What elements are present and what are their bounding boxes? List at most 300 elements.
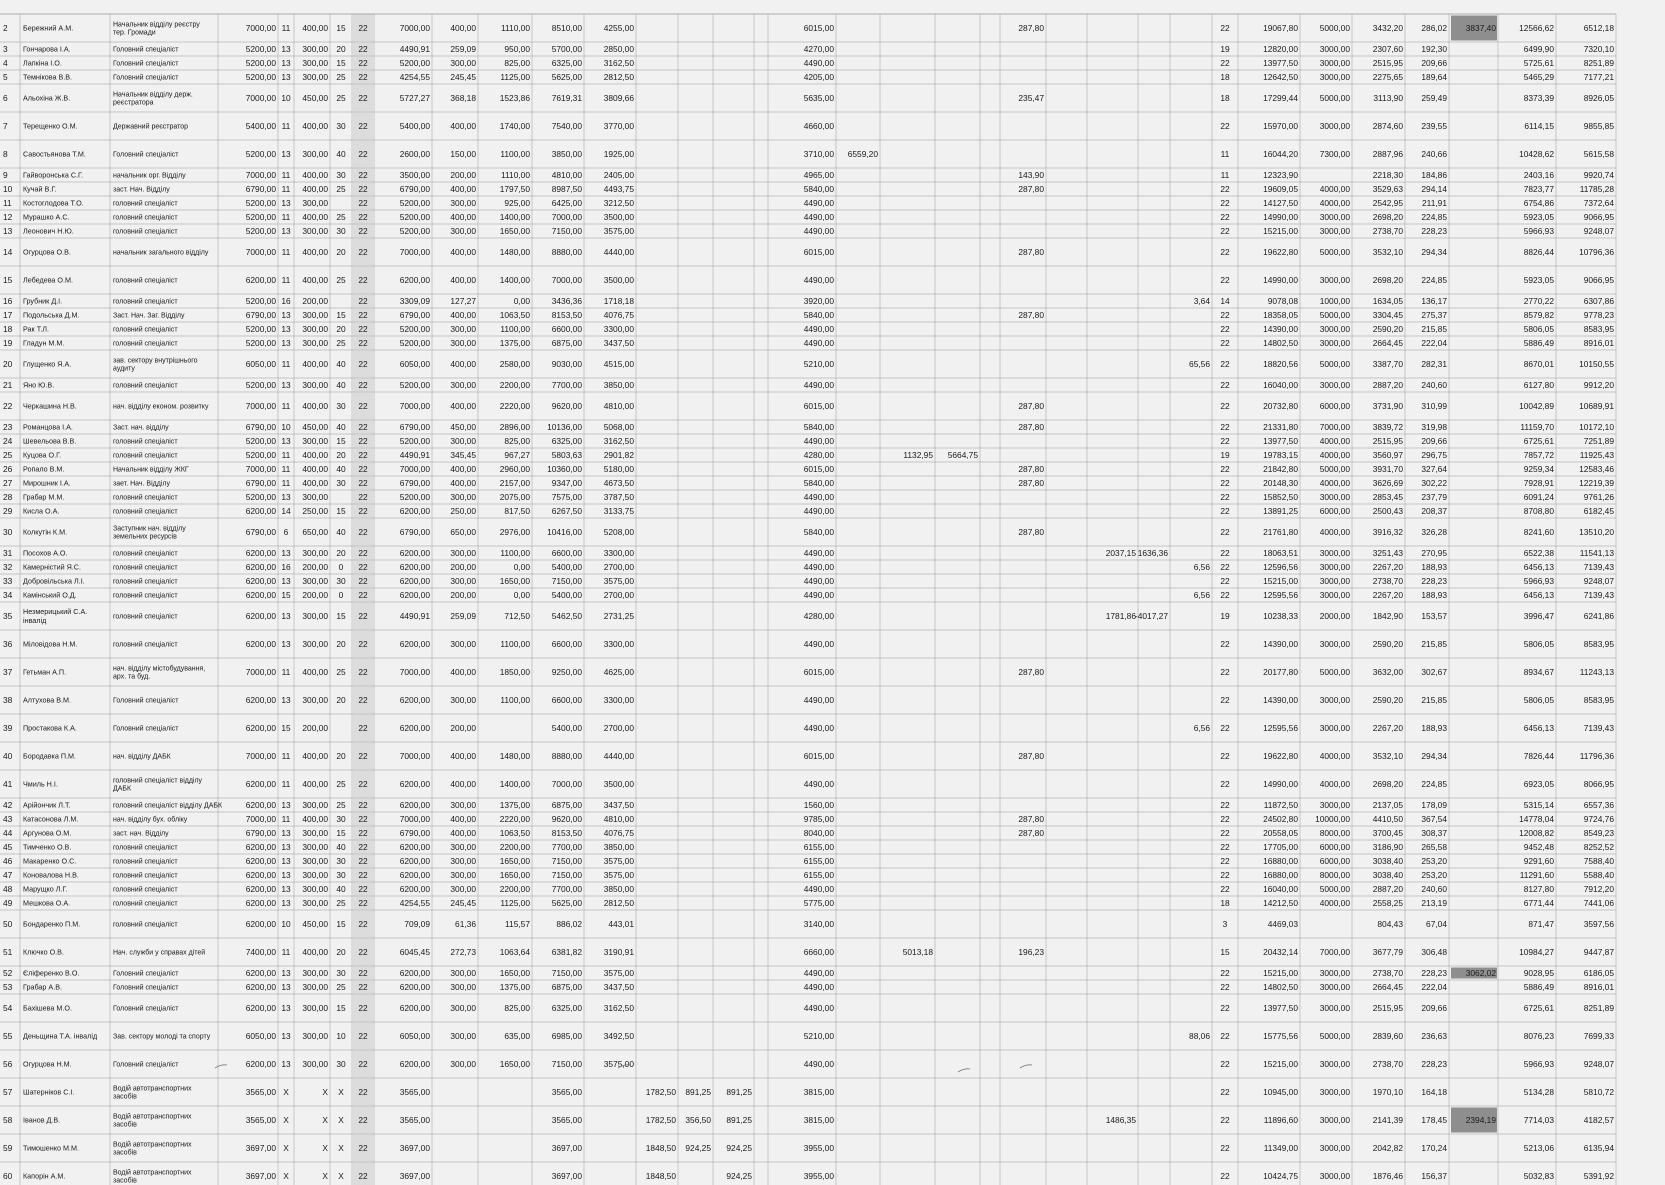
- cell-service-pct: 15: [336, 918, 346, 929]
- cell-vz: 156,37: [1421, 1170, 1447, 1181]
- cell-rank-pay: 300,00: [302, 57, 328, 68]
- cell-position: земельних ресурсів: [113, 533, 177, 541]
- cell-material-aid: 3575,00: [603, 1058, 634, 1069]
- cell-bonus: 9347,00: [551, 477, 582, 488]
- cell-salary-acc: 6200,00: [399, 561, 430, 572]
- cell-rank-acc: 200,00: [450, 589, 476, 600]
- cell-to-pay: 10150,55: [1579, 358, 1614, 369]
- cell-pdfo: 2267,20: [1372, 589, 1403, 600]
- cell-pdfo: 1876,46: [1372, 1170, 1403, 1181]
- cell-rank: 11: [281, 211, 291, 222]
- cell-service-pct: 15: [336, 309, 346, 320]
- cell-days-norm: 22: [358, 449, 368, 460]
- cell-days-worked: 22: [1220, 57, 1230, 68]
- cell-days-worked: 18: [1220, 897, 1230, 908]
- cell-days-worked: 22: [1220, 309, 1230, 320]
- cell-service-pct: 30: [336, 869, 346, 880]
- cell-bonus: 8510,00: [551, 22, 582, 33]
- cell-material-aid: 3850,00: [603, 379, 634, 390]
- cell-num: 39: [3, 722, 13, 733]
- cell-material-aid: 3809,66: [603, 92, 634, 103]
- cell-paid-net: 8826,44: [1523, 246, 1554, 257]
- cell-salary: 7000,00: [245, 750, 276, 761]
- cell-advance: 4000,00: [1319, 526, 1350, 537]
- cell-service-acc: 825,00: [504, 57, 530, 68]
- cell-service-acc: 1797,50: [499, 183, 530, 194]
- cell-salary: 6200,00: [245, 1058, 276, 1069]
- cell-days-norm: 22: [358, 841, 368, 852]
- cell-rank-pay: 300,00: [302, 610, 328, 621]
- cell-advance: 5000,00: [1319, 246, 1350, 257]
- cell-hz8: 287,80: [1018, 421, 1044, 432]
- cell-rank-pay: 400,00: [302, 463, 328, 474]
- cell-bonus: 9030,00: [551, 358, 582, 369]
- cell-hz10: 2037,15: [1105, 547, 1136, 558]
- cell-rank: 13: [281, 1030, 291, 1041]
- cell-rank-pay: 300,00: [302, 309, 328, 320]
- cell-hz8: 287,80: [1018, 750, 1044, 761]
- cell-rank-acc: 300,00: [450, 841, 476, 852]
- cell-salary-acc: 6790,00: [399, 183, 430, 194]
- cell-days-norm: 22: [358, 946, 368, 957]
- cell-rank: 13: [281, 981, 291, 992]
- cell-vacation: 4490,00: [803, 967, 834, 978]
- cell-position: засобів: [113, 1149, 137, 1157]
- cell-pdfo: 2307,60: [1372, 43, 1403, 54]
- cell-salary: 6200,00: [245, 547, 276, 558]
- cell-num: 55: [3, 1030, 13, 1041]
- cell-bonus: 6875,00: [551, 981, 582, 992]
- cell-to-pay: 4182,57: [1583, 1114, 1614, 1125]
- cell-days-worked: 22: [1220, 1058, 1230, 1069]
- cell-salary-acc: 6790,00: [399, 827, 430, 838]
- cell-vacation: 6015,00: [803, 666, 834, 677]
- cell-paid-net: 9259,34: [1523, 463, 1554, 474]
- cell-days-norm: 22: [358, 813, 368, 824]
- cell-salary: 7000,00: [245, 400, 276, 411]
- cell-days-worked: 22: [1220, 827, 1230, 838]
- cell-rank-acc: 300,00: [450, 967, 476, 978]
- cell-to-pay: 6307,86: [1583, 295, 1614, 306]
- cell-position: Заступник нач. відділу: [113, 525, 186, 533]
- cell-name: Камінський О.Д.: [23, 590, 77, 600]
- cell-rank: 11: [281, 358, 291, 369]
- cell-name: Огурцова Н.М.: [23, 1059, 72, 1069]
- cell-rank-acc: 400,00: [450, 183, 476, 194]
- cell-rank: 11: [281, 778, 291, 789]
- cell-days-norm: 22: [358, 1142, 368, 1153]
- cell-advance: 3000,00: [1319, 694, 1350, 705]
- cell-service-acc: 1650,00: [499, 869, 530, 880]
- cell-days-worked: 11: [1220, 148, 1230, 159]
- cell-salary: 5200,00: [245, 435, 276, 446]
- cell-days-norm: 22: [358, 981, 368, 992]
- cell-salary: 6200,00: [245, 505, 276, 516]
- cell-material-aid: 3212,50: [603, 197, 634, 208]
- cell-days-norm: 22: [358, 435, 368, 446]
- cell-to-pay: 11541,13: [1579, 547, 1614, 558]
- cell-salary-acc: 6200,00: [399, 547, 430, 558]
- cell-days-norm: 22: [358, 1114, 368, 1125]
- cell-to-pay: 8583,95: [1583, 694, 1614, 705]
- cell-to-pay: 5588,40: [1583, 869, 1614, 880]
- cell-hz6: 5664,75: [947, 449, 978, 460]
- cell-name: Гончарова І.А.: [23, 44, 71, 54]
- cell-vz: 136,17: [1421, 295, 1447, 306]
- cell-position: Водій автотранспортних: [113, 1113, 192, 1121]
- cell-paid-net: 6456,13: [1523, 561, 1554, 572]
- cell-rank: 13: [281, 883, 291, 894]
- cell-to-pay: 11243,13: [1579, 666, 1614, 677]
- cell-rank-pay: 400,00: [302, 120, 328, 131]
- cell-pdfo: 2839,60: [1372, 1030, 1403, 1041]
- cell-vacation: 5840,00: [803, 309, 834, 320]
- cell-days-norm: 22: [358, 666, 368, 677]
- cell-rank: 10: [281, 918, 291, 929]
- cell-days-worked: 22: [1220, 1170, 1230, 1181]
- cell-salary-acc: 6200,00: [399, 981, 430, 992]
- cell-advance: 3000,00: [1319, 337, 1350, 348]
- cell-vz: 253,20: [1421, 855, 1447, 866]
- cell-pdfo: 3432,20: [1372, 22, 1403, 33]
- cell-rank-pay: 300,00: [302, 1058, 328, 1069]
- cell-vacation: 4280,00: [803, 610, 834, 621]
- cell-rank-acc: 650,00: [450, 526, 476, 537]
- cell-salary: 6200,00: [245, 967, 276, 978]
- cell-salary: 5200,00: [245, 323, 276, 334]
- cell-pdfo: 2698,20: [1372, 274, 1403, 285]
- cell-vacation: 6015,00: [803, 22, 834, 33]
- cell-position: заст. Нач. Відділу: [113, 186, 170, 194]
- cell-total-acc: 24502,80: [1263, 813, 1298, 824]
- cell-bonus: 3436,36: [551, 295, 582, 306]
- cell-material-aid: 3162,50: [603, 435, 634, 446]
- cell-days-worked: 22: [1220, 1086, 1230, 1097]
- cell-salary: 6200,00: [245, 897, 276, 908]
- cell-vz: 215,85: [1421, 694, 1447, 705]
- cell-position: головний спеціаліст: [113, 200, 178, 208]
- cell-bonus: 7000,00: [551, 778, 582, 789]
- cell-paid-net: 8579,82: [1523, 309, 1554, 320]
- cell-num: 49: [3, 897, 13, 908]
- cell-paid-net: 5315,14: [1523, 799, 1554, 810]
- cell-name: Арійончик Л.Т.: [23, 800, 71, 810]
- cell-rank: 13: [281, 694, 291, 705]
- cell-service-pct: 15: [336, 1002, 346, 1013]
- cell-total-acc: 20558,05: [1263, 827, 1298, 838]
- cell-days-norm: 22: [358, 722, 368, 733]
- cell-service-pct: 20: [336, 946, 346, 957]
- cell-salary: 6200,00: [245, 981, 276, 992]
- cell-hz2: 924,25: [685, 1142, 711, 1153]
- cell-name: Ропало В.М.: [23, 464, 65, 474]
- cell-salary-acc: 3697,00: [399, 1142, 430, 1153]
- cell-advance: 3000,00: [1319, 1170, 1350, 1181]
- cell-to-pay: 9248,07: [1583, 1058, 1614, 1069]
- cell-to-pay: 11796,36: [1579, 750, 1614, 761]
- cell-material-aid: 4440,00: [603, 246, 634, 257]
- cell-vacation: 4490,00: [803, 575, 834, 586]
- cell-name: Грубник Д.І.: [23, 296, 63, 306]
- cell-paid-net: 8241,60: [1523, 526, 1554, 537]
- cell-days-worked: 15: [1220, 946, 1230, 957]
- cell-days-norm: 22: [358, 169, 368, 180]
- cell-salary-acc: 6200,00: [399, 505, 430, 516]
- cell-pdfo: 3839,72: [1372, 421, 1403, 432]
- cell-service-acc: 635,00: [504, 1030, 530, 1041]
- cell-paid-net: 12566,62: [1519, 22, 1554, 33]
- cell-rank: 15: [281, 589, 291, 600]
- cell-num: 17: [3, 309, 13, 320]
- cell-rank-acc: 300,00: [450, 575, 476, 586]
- cell-days-norm: 22: [358, 309, 368, 320]
- cell-rank-pay: 300,00: [302, 855, 328, 866]
- cell-salary-acc: 4490,91: [399, 449, 430, 460]
- cell-pdfo: 2887,20: [1372, 379, 1403, 390]
- cell-paid-net: 3996,47: [1523, 610, 1554, 621]
- cell-pdfo: 3113,90: [1373, 92, 1403, 103]
- cell-vacation: 6015,00: [803, 750, 834, 761]
- cell-position: нач. відділу економ. розвитку: [113, 403, 209, 411]
- cell-rank: 13: [281, 1002, 291, 1013]
- cell-material-aid: 5180,00: [603, 463, 634, 474]
- cell-total-acc: 19067,80: [1263, 22, 1298, 33]
- cell-vz: 224,85: [1421, 211, 1447, 222]
- cell-to-pay: 8926,05: [1583, 92, 1614, 103]
- cell-rank-acc: 300,00: [450, 337, 476, 348]
- cell-material-aid: 5208,00: [603, 526, 634, 537]
- cell-days-worked: 14: [1220, 295, 1230, 306]
- cell-num: 45: [3, 841, 13, 852]
- cell-service-acc: 817,50: [504, 505, 530, 516]
- cell-to-pay: 9920,74: [1583, 169, 1614, 180]
- cell-bonus: 9250,00: [551, 666, 582, 677]
- cell-rank-pay: 300,00: [302, 575, 328, 586]
- cell-hz12: 88,06: [1189, 1030, 1210, 1041]
- cell-rank-acc: 400,00: [450, 22, 476, 33]
- cell-vz: 209,66: [1421, 435, 1447, 446]
- cell-total-acc: 14390,00: [1263, 323, 1298, 334]
- cell-service-pct: 40: [336, 526, 346, 537]
- cell-service-acc: 0,00: [513, 561, 530, 572]
- cell-to-pay: 9248,07: [1583, 225, 1614, 236]
- cell-position: нач. відділу бух. обліку: [113, 816, 188, 824]
- cell-rank-acc: 400,00: [450, 246, 476, 257]
- cell-days-worked: 22: [1220, 526, 1230, 537]
- cell-position: начальник орг. Відділу: [113, 172, 186, 180]
- cell-bonus: 7540,00: [551, 120, 582, 131]
- cell-rank: 13: [281, 435, 291, 446]
- cell-service-pct: 25: [336, 211, 346, 222]
- cell-paid-net: 6522,38: [1523, 547, 1554, 558]
- cell-position: Головний спеціаліст: [113, 60, 179, 68]
- cell-advance: 5000,00: [1319, 92, 1350, 103]
- cell-material-aid: 3787,50: [603, 491, 634, 502]
- cell-rank-acc: 300,00: [450, 883, 476, 894]
- cell-vz: 240,66: [1421, 148, 1447, 159]
- cell-rank-acc: 400,00: [450, 400, 476, 411]
- cell-hz12: 6,56: [1193, 589, 1210, 600]
- cell-advance: 3000,00: [1319, 547, 1350, 558]
- cell-days-norm: 22: [358, 477, 368, 488]
- cell-material-aid: 4673,50: [603, 477, 634, 488]
- cell-to-pay: 6557,36: [1583, 799, 1614, 810]
- cell-salary: 7400,00: [245, 946, 276, 957]
- cell-name: інвалід: [23, 615, 47, 625]
- cell-rank-acc: 400,00: [450, 778, 476, 789]
- cell-pdfo: 2874,60: [1372, 120, 1403, 131]
- cell-rank: 13: [281, 638, 291, 649]
- cell-total-acc: 19609,05: [1263, 183, 1298, 194]
- cell-service-acc: 115,57: [505, 918, 530, 929]
- cell-pdfo: 2590,20: [1372, 638, 1403, 649]
- cell-pdfo: 2738,70: [1372, 967, 1403, 978]
- cell-advance: 3000,00: [1319, 379, 1350, 390]
- cell-advance: 4000,00: [1319, 778, 1350, 789]
- cell-pdfo: 3931,70: [1372, 463, 1403, 474]
- cell-to-pay: 6182,45: [1583, 505, 1614, 516]
- cell-days-norm: 22: [358, 57, 368, 68]
- cell-advance: 3000,00: [1319, 1142, 1350, 1153]
- cell-total-acc: 17705,00: [1263, 841, 1298, 852]
- cell-salary: 6200,00: [245, 841, 276, 852]
- cell-name: Мирошник І.А.: [23, 478, 71, 488]
- cell-material-aid: 3575,00: [603, 869, 634, 880]
- cell-days-worked: 22: [1220, 722, 1230, 733]
- cell-rank-acc: 150,00: [450, 148, 476, 159]
- cell-name: Простакова К.А.: [23, 723, 77, 733]
- cell-days-worked: 3: [1222, 918, 1228, 929]
- cell-hz12: 6,56: [1193, 722, 1210, 733]
- cell-pdfo: 2887,96: [1372, 148, 1403, 159]
- cell-to-pay: 7588,40: [1583, 855, 1614, 866]
- cell-service-acc: 2200,00: [499, 379, 530, 390]
- cell-bonus: 6267,50: [551, 505, 582, 516]
- cell-rank-pay: 300,00: [302, 638, 328, 649]
- cell-pdfo: 3626,69: [1372, 477, 1403, 488]
- cell-name: Бахішева М.О.: [23, 1003, 72, 1013]
- cell-vacation: 3955,00: [803, 1170, 834, 1181]
- cell-bonus: 3697,00: [551, 1142, 582, 1153]
- cell-vacation: 5635,00: [803, 92, 834, 103]
- cell-salary-acc: 6050,00: [399, 1030, 430, 1041]
- cell-salary: 6200,00: [245, 799, 276, 810]
- cell-days-worked: 22: [1220, 337, 1230, 348]
- cell-bonus: 5462,50: [551, 610, 582, 621]
- cell-total-acc: 15775,56: [1263, 1030, 1298, 1041]
- cell-salary: 6200,00: [245, 561, 276, 572]
- cell-advance: 3000,00: [1319, 1114, 1350, 1125]
- cell-rank-acc: 300,00: [450, 638, 476, 649]
- cell-vz: 294,34: [1421, 246, 1447, 257]
- cell-vz: 302,22: [1421, 477, 1447, 488]
- cell-days-worked: 22: [1220, 120, 1230, 131]
- cell-pdfo: 3038,40: [1372, 855, 1403, 866]
- cell-advance: 4000,00: [1319, 197, 1350, 208]
- cell-bonus: 5400,00: [551, 589, 582, 600]
- cell-position: головний спеціаліст: [113, 564, 178, 572]
- cell-service-pct: 20: [336, 547, 346, 558]
- cell-vz: 164,18: [1421, 1086, 1447, 1097]
- cell-service-acc: 1400,00: [499, 211, 530, 222]
- cell-service-acc: 2075,00: [499, 491, 530, 502]
- cell-paid-net: 8708,80: [1523, 505, 1554, 516]
- cell-pdfo: 2042,82: [1372, 1142, 1403, 1153]
- cell-rank-pay: 300,00: [302, 799, 328, 810]
- cell-position: зав. сектору внутрішнього: [113, 357, 198, 365]
- cell-days-worked: 22: [1220, 967, 1230, 978]
- cell-position: головний спеціаліст: [113, 844, 178, 852]
- cell-days-worked: 22: [1220, 477, 1230, 488]
- cell-rank-acc: 300,00: [450, 225, 476, 236]
- cell-days-norm: 22: [358, 120, 368, 131]
- cell-service-acc: 1063,64: [499, 946, 530, 957]
- cell-num: 15: [3, 274, 13, 285]
- cell-position: Начальник відділу реєстру: [113, 21, 200, 29]
- cell-num: 56: [3, 1058, 13, 1069]
- cell-rank-pay: 400,00: [302, 211, 328, 222]
- cell-rank-pay: 200,00: [302, 589, 328, 600]
- cell-hz13: 3062,02: [1465, 967, 1496, 978]
- cell-salary-acc: 6045,45: [399, 946, 430, 957]
- cell-vz: 319,98: [1421, 421, 1447, 432]
- cell-days-norm: 22: [358, 750, 368, 761]
- cell-hz3: 924,25: [726, 1170, 752, 1181]
- cell-vacation: 4490,00: [803, 337, 834, 348]
- cell-service-pct: 30: [336, 400, 346, 411]
- cell-salary-acc: 6200,00: [399, 967, 430, 978]
- cell-bonus: 7000,00: [551, 274, 582, 285]
- cell-pdfo: 3700,45: [1372, 827, 1403, 838]
- cell-salary-acc: 6790,00: [399, 309, 430, 320]
- cell-material-aid: 3437,50: [603, 337, 634, 348]
- cell-vacation: 3815,00: [803, 1114, 834, 1125]
- cell-salary-acc: 5200,00: [399, 323, 430, 334]
- cell-days-worked: 22: [1220, 799, 1230, 810]
- cell-hz3: 891,25: [726, 1086, 752, 1097]
- cell-rank-pay: 300,00: [302, 1030, 328, 1041]
- cell-rank: 13: [281, 43, 291, 54]
- cell-name: Капорін А.М.: [23, 1171, 66, 1181]
- cell-vz: 310,99: [1421, 400, 1447, 411]
- cell-name: Тимошенко М.М.: [23, 1143, 79, 1153]
- cell-to-pay: 9447,87: [1583, 946, 1614, 957]
- cell-days-worked: 22: [1220, 981, 1230, 992]
- cell-pdfo: 2515,95: [1372, 435, 1403, 446]
- cell-days-worked: 22: [1220, 323, 1230, 334]
- cell-service-pct: 25: [336, 778, 346, 789]
- cell-rank-acc: 345,45: [450, 449, 476, 460]
- cell-advance: 6000,00: [1319, 855, 1350, 866]
- cell-pdfo: 2218,30: [1372, 169, 1403, 180]
- cell-paid-net: 6754,86: [1523, 197, 1554, 208]
- cell-total-acc: 20148,30: [1263, 477, 1298, 488]
- cell-pdfo: 2267,20: [1372, 722, 1403, 733]
- cell-vz: 240,60: [1421, 883, 1447, 894]
- cell-rank-acc: 400,00: [450, 274, 476, 285]
- cell-material-aid: 2850,00: [603, 43, 634, 54]
- cell-advance: 4000,00: [1319, 750, 1350, 761]
- cell-position: головний спеціаліст: [113, 298, 178, 306]
- cell-service-pct: 30: [336, 813, 346, 824]
- cell-paid-net: 6456,13: [1523, 589, 1554, 600]
- cell-rank: 11: [281, 813, 291, 824]
- cell-advance: 2000,00: [1319, 610, 1350, 621]
- cell-salary: 6790,00: [245, 309, 276, 320]
- cell-pdfo: 2141,39: [1372, 1114, 1403, 1125]
- cell-days-norm: 22: [358, 491, 368, 502]
- cell-service-pct: X: [338, 1142, 344, 1153]
